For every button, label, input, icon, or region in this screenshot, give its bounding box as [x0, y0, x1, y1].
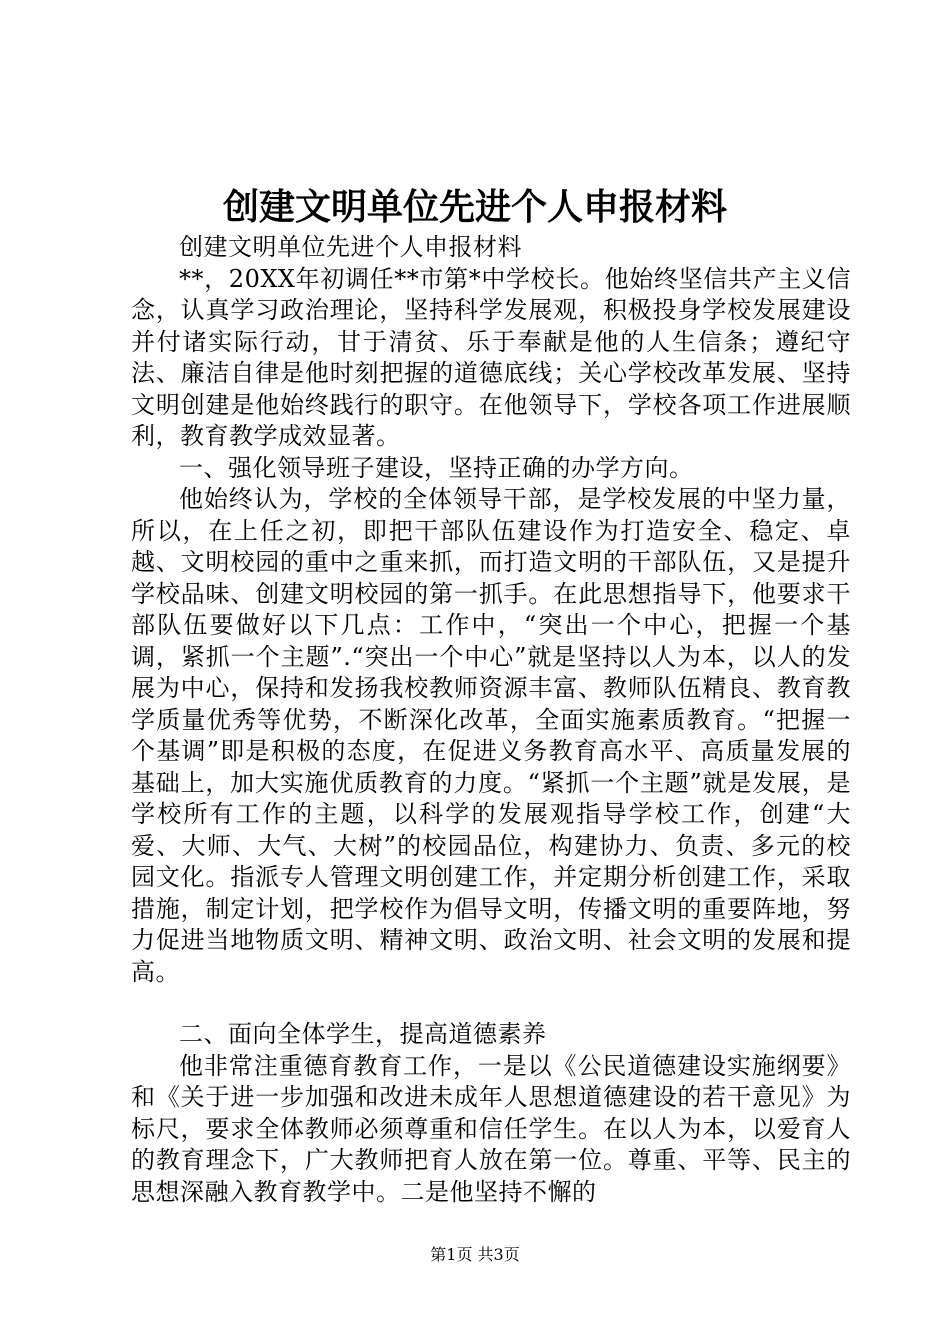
- document-body: [131, 232, 851, 1208]
- section-heading-1: 一、强化领导班子建设，坚持正确的办学方向。: [179, 453, 694, 482]
- intro-paragraph: **，20XX年初调任**市第*中学校长。他始终坚信共产主义信念，认真学习政治理论，坚持科学发展观，积极投身学校发展建设并付诸实际行动，甘于清贫、乐于奉献是他的人生信条；遵纪守法、廉洁自律是他时刻把握的道德底线；关心学校改革发展、坚持文明创建是他始终践行的职守。在他领导下，学校各项工作进展顺利，教育教学成效显著。: [131, 264, 851, 450]
- document-subtitle: 创建文明单位先进个人申报材料: [179, 233, 522, 261]
- section-1-paragraph: 他始终认为，学校的全体领导干部，是学校发展的中坚力量，所以，在上任之初，即把干部队伍建设作为打造安全、稳定、卓越、文明校园的重中之重来抓，而打造文明的干部队伍，又是提升学校品味、创建文明校园的第一抓手。在此思想指导下，他要求干部队伍要做好以下几点：工作中，“突出一个中心，把握一个基调，紧抓一个主题”.“突出一个中心”就是坚持以人为本，以人的发展为中心，保持和发扬我校教师资源丰富、教师队伍精良、教育教学质量优秀等优势，不断深化改革，全面实施素质教育。“把握一个基调”即是积极的态度，在促进义务教育高水平、高质量发展的基础上，加大实施优质教育的力度。“紧抓一个主题”就是发展，是学校所有工作的主题，以科学的发展观指导学校工作，创建“大爱、大师、大气、大树”的校园品位，构建协力、负责、多元的校园文化。指派专人管理文明创建工作，并定期分析创建工作，采取措施，制定计划，把学校作为倡导文明，传播文明的重要阵地，努力促进当地物质文明、精神文明、政治文明、社会文明的发展和提高。: [131, 485, 851, 986]
- page-title: 创建文明单位先进个人申报材料: [222, 186, 727, 228]
- page-footer: 第1页 共3页: [430, 1245, 520, 1264]
- section-2-paragraph: 他非常注重德育教育工作，一是以《公民道德建设实施纲要》和《关于进一步加强和改进未成年人思想道德建设的若干意见》为标尺，要求全体教师必须尊重和信任学生。在以人为本，以爱育人的教育理念下，广大教师把育人放在第一位。尊重、平等、民主的思想深融入教育教学中。二是他坚持不懈的: [131, 1051, 851, 1206]
- section-heading-2: 二、面向全体学生，提高道德素养: [179, 1020, 547, 1048]
